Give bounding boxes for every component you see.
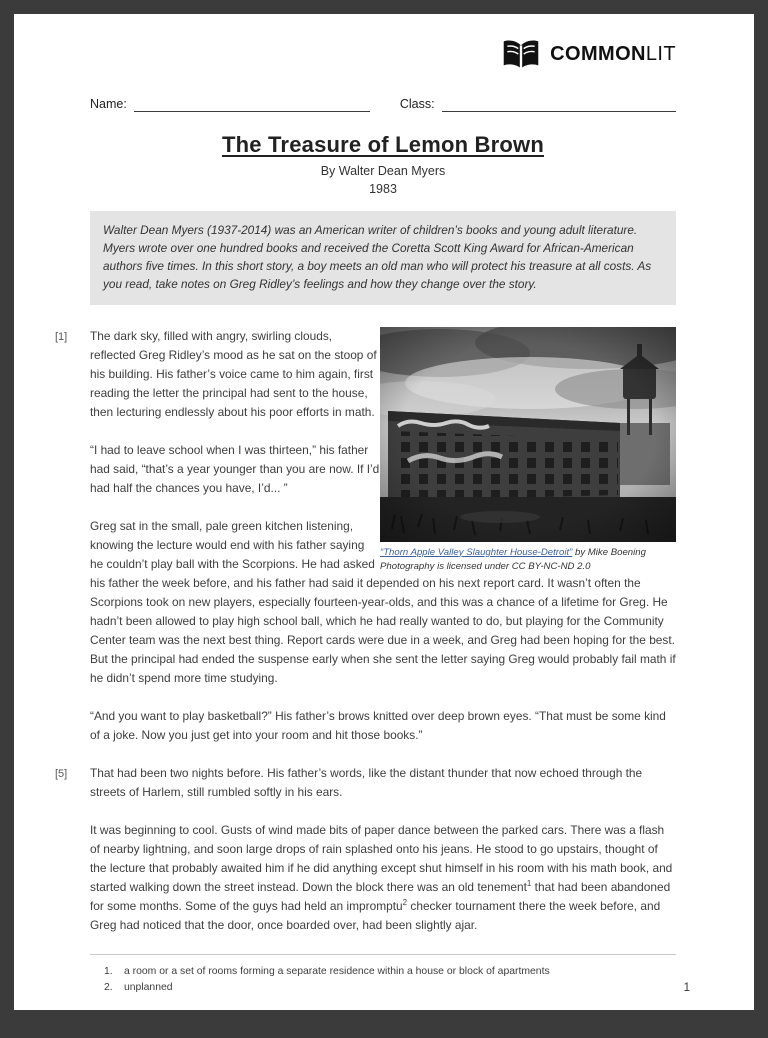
paragraph-2-text: “I had to leave school when I was thirteen,” his father had said, “that’s a year younger than you are now. If I’d had half the chances you have, I’d... ”: [90, 442, 380, 495]
footnote-1: [104, 964, 676, 981]
paragraph-4: [90, 707, 676, 745]
footnote-1-number: 1.: [104, 965, 113, 977]
paragraph-1-text: The dark sky, filled with angry, swirling clouds, reflected Greg Ridley’s mood as he sat on the stoop of his building. His father’s voice came to him again, first reading the letter the principal had sent to the house, then lecturing endlessly about his poor efforts in math.: [90, 328, 377, 419]
paragraph-5-text: That had been two nights before. His father’s words, like the distant thunder that now echoed through the streets of Harlem, still rumbled softly in his ears.: [90, 765, 643, 799]
paragraph-5: [55, 764, 676, 802]
footnote-ref-2: 2: [402, 897, 408, 907]
footnote-1-text: a room or a set of rooms forming a separate residence within a house or block of apartments: [124, 965, 550, 977]
paragraph-6: [90, 821, 676, 935]
name-label: Name:: [90, 97, 127, 111]
paragraph-4-text: “And you want to play basketball?” His father’s brows knitted over deep brown eyes. “That must be some kind of a joke. Now you just get into your room and hit those books.”: [90, 708, 666, 742]
open-book-icon: [501, 39, 541, 70]
class-blank-line: [442, 96, 676, 112]
passage-body: [55, 327, 676, 935]
document-page: [14, 14, 754, 1010]
paragraph-number-5: [5]: [55, 767, 68, 780]
paragraph-6-text-2: that had been abandoned for some months. Some of the guys had held an impromptu: [90, 879, 671, 913]
logo-wordmark: [550, 44, 676, 64]
paragraph-6-text-1: It was beginning to cool. Gusts of wind made bits of paper dance between the parked cars. There was a flash of nearby lightning, and soon large drops of rain splashed onto his jeans. He stood to go upstairs, thought of the lecture that probably awaited him if he did anything except shut himself in his room with his math book, and started walking down the street instead. Down the block there was an old tenement: [90, 822, 673, 894]
photo-caption-attribution: by Mike Boening Photography is licensed under CC BY-NC-ND 2.0: [380, 546, 646, 572]
logo-common-text: COMMON: [550, 43, 646, 65]
logo-lit-text: LIT: [645, 43, 676, 65]
paragraph-6-text-3: checker tournament there the week before, and Greg had noticed that the door, once boarded over, had been slightly ajar.: [90, 898, 661, 932]
footnote-2-number: 2.: [104, 982, 113, 994]
author-intro-box: Walter Dean Myers (1937-2014) was an American writer of children’s books and young adult literature. Myers wrote over one hundred books and received the Coretta Scott King Award for African-American authors five times. In this short story, a boy meets an old man who will protect his treasure at all costs. As you read, take notes on Greg Ridley’s feelings and how they change over the story.: [90, 211, 676, 305]
footnote-ref-1: 1: [526, 878, 532, 888]
publication-year: 1983: [369, 182, 397, 196]
name-class-row: [90, 96, 676, 112]
paragraph-2: [90, 441, 676, 498]
paragraph-3-text: Greg sat in the small, pale green kitchen listening, knowing the lecture would end with his father saying he couldn’t play ball with the Scorpions. He had asked his father the week before, and his father had said it depended on his next report card. It wasn’t often the Scorpions took on new players, especially fourteen-year-olds, and this was a chance of a lifetime for Greg. He hadn’t been allowed to play high school ball, which he had really wanted to do, but playing for the Community Center team was the next best thing. Report cards were due in a week, and Greg had been hoping for the best. But the principal had ended the suspense early when she sent the letter saying Greg would probably fail math if he didn’t spend more time studying.: [90, 518, 676, 685]
paragraph-3: [90, 517, 676, 688]
paragraph-1: [55, 327, 676, 422]
author-byline: By Walter Dean Myers: [320, 164, 446, 178]
class-label: Class:: [399, 97, 435, 111]
commonlit-logo: [90, 36, 676, 72]
page-title: The Treasure of Lemon Brown: [221, 132, 544, 157]
footnote-2-text: unplanned: [124, 982, 173, 994]
footnotes-section: [90, 954, 676, 997]
paragraph-number-1: [1]: [55, 330, 68, 343]
page-number: 1: [683, 982, 690, 994]
photo-caption-link[interactable]: “Thorn Apple Valley Slaughter House-Detroit”: [380, 546, 573, 558]
name-blank-line: [134, 96, 370, 112]
footnote-2: [104, 980, 676, 997]
